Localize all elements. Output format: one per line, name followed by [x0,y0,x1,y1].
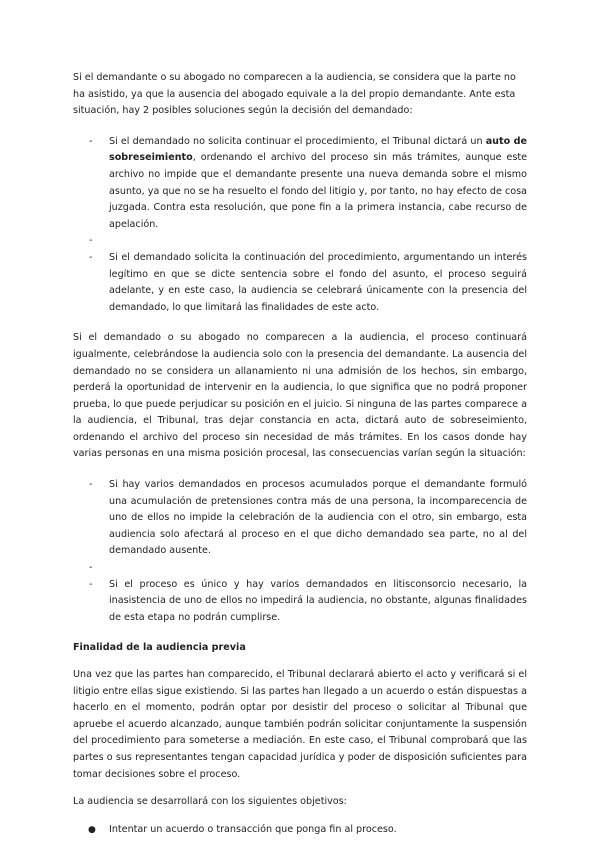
dash-list-varios-demandados [73,477,527,626]
bullet-list-objetivos [73,822,527,839]
list-item [73,822,527,839]
list-item-text: Si el demandado no solicita continuar el procedimiento, el Tribunal dictará un [109,135,486,147]
section-heading: Finalidad de la audiencia previa [73,642,246,654]
dash-list-demandado-options [73,134,527,317]
paragraph-finalidad: Una vez que las partes han comparecido, el Tribunal declarará abierto el acto y verificará si el litigio entre ellas sigue existiendo. Si las partes han llegado a un acuerdo o están dispuestas a hacerlo en el momento, podrán optar por desistir del proceso o solicitar al Tribunal que apruebe el acuerdo alcanzado, aunque también podrán solicitar conjuntamente la suspensión del procedimiento para someterse a mediación. En este caso, el Tribunal comprobará que las partes o sus representantes tengan capacidad jurídica y poder de disposición suficientes para tomar decisiones sobre el proceso. [73,669,527,780]
list-item [73,577,527,627]
list-item-empty [73,233,527,250]
paragraph-demandante-incomparecencia: Si el demandante o su abogado no comparecen a la audiencia, se considera que la parte no ha asistido, ya que la ausencia del abogado equivale a la del propio demandante. Ante esta situación, hay 2 posibles soluciones según la decisión del demandado: [73,72,516,117]
list-item [73,477,527,560]
bold-term: auto de sobreseimiento [109,135,528,164]
paragraph-demandado-incomparecencia: Si el demandado o su abogado no comparecen a la audiencia, el proceso continuará igualmente, celebrándose la audiencia solo con la presencia del demandante. La ausencia del demandado no se considera un allanamiento ni una admisión de los hechos, sin embargo, perderá la oportunidad de intervenir en la audiencia, lo que significa que no podrá proponer prueba, lo que puede perjudicar su posición en el juicio. Si ninguna de las partes comparece a la audiencia, el Tribunal, tras dejar constancia en acta, dictará auto de sobreseimiento, ordenando el archivo del proceso sin necesidad de más trámites. En los casos donde hay varias personas en una misma posición procesal, las consecuencias varían según la situación: [73,332,527,460]
list-item-text: Si el proceso es único y hay varios demandados en litisconsorcio necesario, la inasistencia de uno de ellos no impedirá la audiencia, no obstante, algunas finalidades de esta etapa no podrán cumplirse. [109,578,527,623]
list-item-text: Si el demandado solicita la continuación del procedimiento, argumentando un interés legítimo en que se dicte sentencia sobre el fondo del asunto, el proceso seguirá adelante, y en este caso, la audiencia se celebrará únicamente con la presencia del demandado, lo que limitará las finalidades de este acto. [109,251,527,313]
list-item-text: , ordenando el archivo del proceso sin más trámites, aunque este archivo no impide que el demandante presente una nueva demanda sobre el mismo asunto, ya que no se ha resuelto el fondo del litigio y, por tanto, no hay efecto de cosa juzgada. Contra esta resolución, que pone fin a la primera instancia, cabe recurso de apelación. [109,152,527,230]
list-item-empty [73,560,527,577]
paragraph-objetivos-intro: La audiencia se desarrollará con los siguientes objetivos: [73,796,347,808]
list-item-text: Intentar un acuerdo o transacción que ponga fin al proceso. [109,823,397,835]
dash-marker: - [89,135,93,147]
list-item [73,250,527,316]
dash-marker: - [89,562,93,574]
dash-marker: - [89,578,93,590]
bullet-marker: ● [88,824,96,835]
dash-marker: - [89,235,93,247]
list-item [73,134,527,234]
list-item-text: Si hay varios demandados en procesos acumulados porque el demandante formuló una acumulación de pretensiones contra más de una persona, la incomparecencia de uno de ellos no impide la celebración de la audiencia con el otro, sin embargo, esta audiencia solo afectará al proceso en el que dicho demandado sea parte, no al del demandado ausente. [109,479,527,557]
dash-marker: - [89,479,93,491]
dash-marker: - [89,251,93,263]
